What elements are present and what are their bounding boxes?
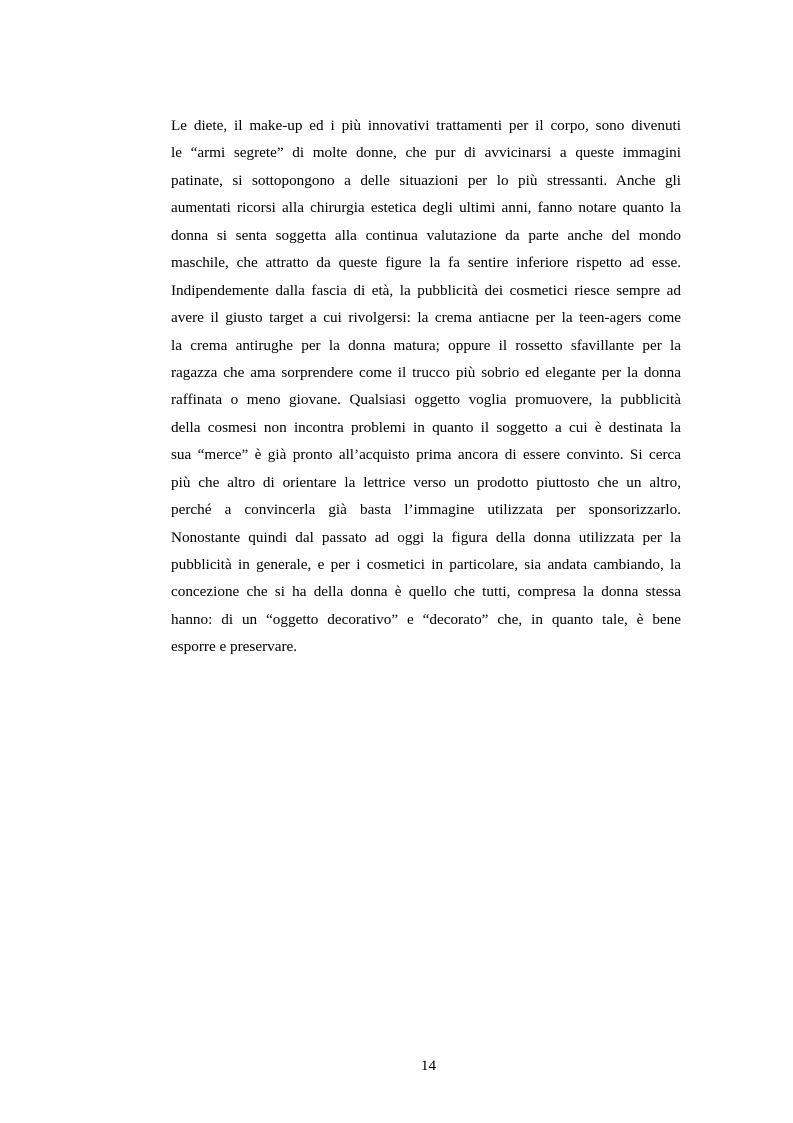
- paragraph-line: più che altro di orientare la lettrice verso un prodotto piuttosto che un altro,: [171, 473, 681, 491]
- page-number: 14: [420, 1057, 437, 1074]
- paragraph-line: esporre e preservare.: [171, 638, 298, 656]
- paragraph-line: Le diete, il make-up ed i più innovativi trattamenti per il corpo, sono divenuti: [171, 117, 681, 134]
- paragraph-line: patinate, si sottopongono a delle situazioni per lo più stressanti. Anche gli: [171, 171, 681, 189]
- paragraph-line: sua “merce” è già pronto all’acquisto prima ancora di essere convinto. Si cerca: [171, 446, 681, 464]
- paragraph-line: aumentati ricorsi alla chirurgia estetica degli ultimi anni, fanno notare quanto la: [171, 199, 681, 217]
- paragraph-line: la crema antirughe per la donna matura; oppure il rossetto sfavillante per la: [171, 336, 681, 354]
- paragraph-line: raffinata o meno giovane. Qualsiasi oggetto voglia promuovere, la pubblicità: [171, 391, 681, 409]
- paragraph-line: perché a convincerla già basta l’immagine utilizzata per sponsorizzarlo.: [171, 501, 681, 519]
- paragraph-line: della cosmesi non incontra problemi in quanto il soggetto a cui è destinata la: [171, 418, 681, 436]
- paragraph-line: concezione che si ha della donna è quello che tutti, compresa la donna stessa: [171, 583, 681, 601]
- paragraph-line: le “armi segrete” di molte donne, che pur di avvicinarsi a queste immagini: [171, 144, 681, 162]
- body-paragraph: [171, 112, 681, 661]
- paragraph-line: avere il giusto target a cui rivolgersi: la crema antiacne per la teen-agers come: [171, 309, 681, 327]
- paragraph-line: pubblicità in generale, e per i cosmetici in particolare, sia andata cambiando, la: [171, 556, 681, 573]
- paragraph-line: donna si senta soggetta alla continua valutazione da parte anche del mondo: [171, 226, 681, 244]
- paragraph-line: hanno: di un “oggetto decorativo” e “decorato” che, in quanto tale, è bene: [171, 610, 681, 628]
- paragraph-line: maschile, che attratto da queste figure la fa sentire inferiore rispetto ad esse.: [171, 254, 681, 272]
- paragraph-line: ragazza che ama sorprendere come il trucco più sobrio ed elegante per la donna: [171, 363, 681, 381]
- paragraph-line: Indipendemente dalla fascia di età, la pubblicità dei cosmetici riesce sempre ad: [171, 281, 681, 299]
- paragraph-line: Nonostante quindi dal passato ad oggi la figura della donna utilizzata per la: [171, 528, 681, 546]
